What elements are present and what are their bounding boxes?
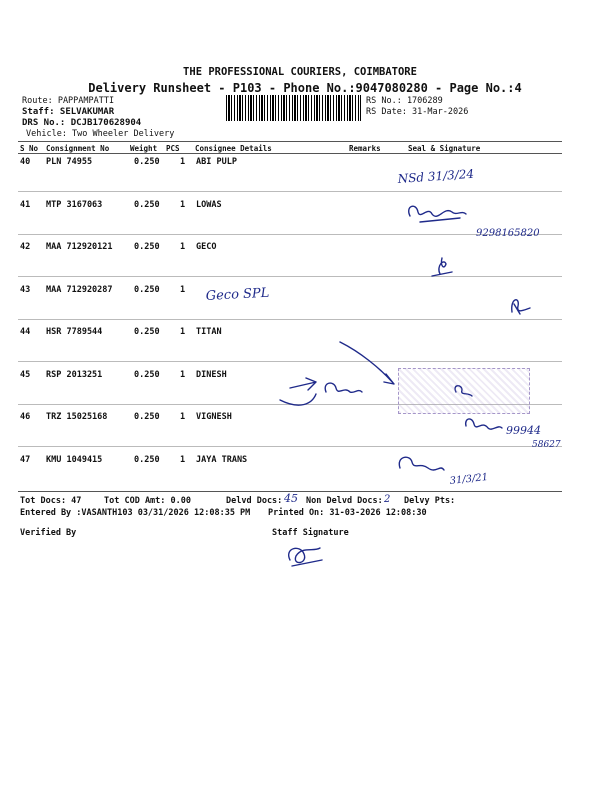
row-divider [18,319,562,320]
printed-on: Printed On: 31-03-2026 12:08:30 [268,508,427,518]
row-pcs: 1 [180,157,186,167]
row-pcs: 1 [180,284,186,295]
seal-stamp [398,368,530,414]
row-divider [18,361,562,362]
row-sno: 43 [20,284,31,295]
row-consignee: VIGNESH [196,412,232,422]
row-pcs: 1 [180,199,186,210]
tot-cod: Tot COD Amt: 0.00 [104,496,191,506]
row-sno: 44 [20,327,31,337]
staff-signature-mark [289,548,322,566]
row-consignment: MTP 3167063 [46,199,103,210]
row-sno: 41 [20,199,31,210]
row-weight: 0.250 [134,157,160,167]
row-weight: 0.250 [134,242,160,252]
row-consignment: HSR 7789544 [46,327,103,337]
row-pcs: 1 [180,454,186,465]
row-sno: 42 [20,242,31,252]
row-weight: 0.250 [134,284,160,295]
row-weight: 0.250 [134,199,160,210]
hand-row47-date: 31/3/21 [449,472,489,487]
staff-signature-label: Staff Signature [272,528,349,538]
row-consignment: KMU 1049415 [46,454,103,465]
hand-row46-num: 99944 [506,424,541,437]
row-weight: 0.250 [134,412,160,422]
col-seal: Seal & Signature [408,144,481,153]
verified-by: Verified By [20,528,77,538]
row-consignment: MAA 712920121 [46,242,113,252]
delvy-pts: Delvy Pts: [404,496,456,506]
row-divider [18,191,562,192]
row-sno: 40 [20,157,31,167]
col-pcs: PCS [166,144,180,153]
barcode [226,95,361,121]
rs-date: RS Date: 31-Mar-2026 [366,107,469,117]
hand-delvd-count: 45 [284,492,298,505]
non-delvd-docs: Non Delvd Docs: [306,496,383,506]
row-consignee: DINESH [196,369,227,380]
col-consignment: Consignment No [46,144,110,153]
row-consignment: TRZ 15025168 [46,412,108,422]
row-divider [18,446,562,447]
delvd-docs: Delvd Docs: [226,496,283,506]
hand-row40: NSd 31/3/24 [397,166,475,186]
hand-row41-phone: 9298165820 [476,228,540,239]
row-pcs: 1 [180,369,186,380]
col-consignee: Consignee Details [195,144,272,153]
row-sno: 45 [20,369,31,380]
staff-label: Staff: SELVAKUMAR [22,107,115,117]
row-consignee: GECO [196,242,217,252]
drs-label: DRS No.: DCJB170628904 [22,118,142,128]
arrow-row45-a [340,342,394,384]
row-sno: 46 [20,412,31,422]
hand-row43: Geco SPL [205,285,270,304]
runsheet-subtitle: Delivery Runsheet - P103 - Phone No.:9047080280 - Page No.:4 [88,81,522,95]
signature-row41 [409,206,466,222]
row-divider [18,234,562,235]
signature-row42 [432,258,452,276]
col-remarks: Remarks [349,144,381,153]
row-weight: 0.250 [134,327,160,337]
row-weight: 0.250 [134,454,160,465]
row-divider [18,276,562,277]
signature-row46 [466,419,502,429]
row-consignee: TITAN [196,327,222,337]
row-pcs: 1 [180,327,186,337]
row-consignee: JAYA TRANS [196,454,248,465]
row-consignment: PLN 74955 [46,157,93,167]
row-sno: 47 [20,454,31,465]
signature-row44 [512,300,530,314]
row-consignee: ABI PULP [196,157,237,167]
signature-row45 [325,383,362,392]
arrow-row45-b [290,378,316,390]
hand-non-delvd-count: 2 [384,494,391,505]
row-consignment: MAA 712920287 [46,284,113,295]
row-consignee: LOWAS [196,199,222,210]
row-pcs: 1 [180,242,186,252]
rs-number: RS No.: 1706289 [366,96,443,106]
col-weight: Weight [130,144,158,153]
company-title: THE PROFESSIONAL COURIERS, COIMBATORE [183,66,417,78]
col-sno: S No [20,144,39,153]
entered-by: Entered By :VASANTH103 03/31/2026 12:08:35 PM [20,508,251,518]
vehicle-label: Vehicle: Two Wheeler Delivery [26,129,175,139]
row-consignment: RSP 2013251 [46,369,103,380]
signature-row47 [399,457,444,470]
row-pcs: 1 [180,412,186,422]
tot-docs: Tot Docs: 47 [20,496,82,506]
route-label: Route: PAPPAMPATTI [22,96,115,106]
hand-row46-num2: 58627 [532,440,561,450]
row-weight: 0.250 [134,369,160,380]
